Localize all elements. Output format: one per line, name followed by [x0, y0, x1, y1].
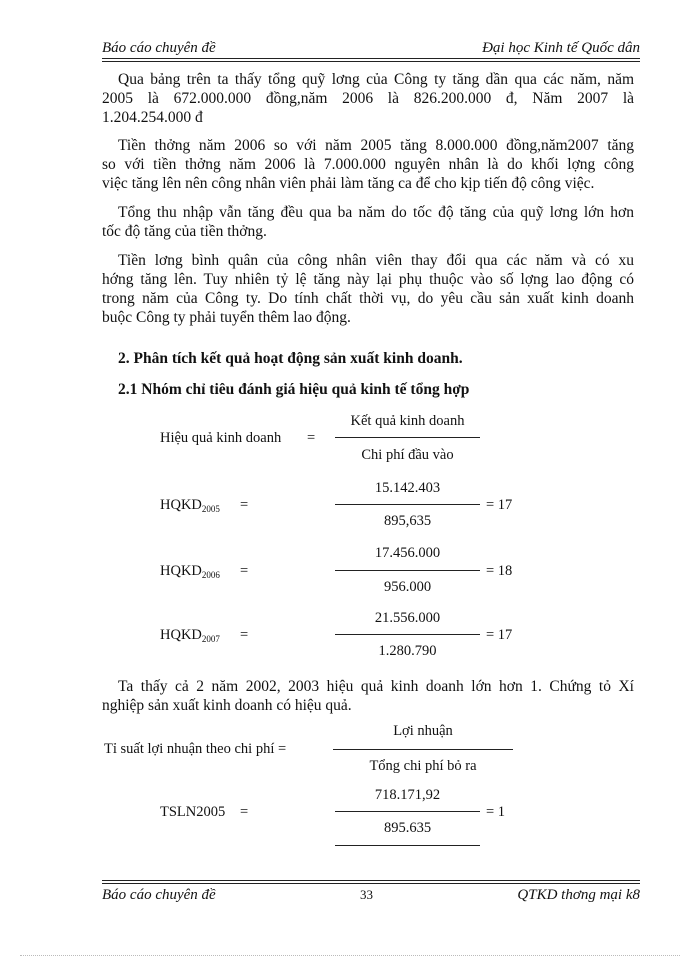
formula-denominator: 895.635: [383, 820, 432, 836]
text-line: Tiền lơng bình quân của công nhân viên thay đổi qua các năm và có xu: [118, 252, 634, 269]
fraction-bar: [333, 749, 513, 750]
text-line: so với tiền thởng năm 2006 là 7.000.000 nguyên nhân là do khối lợng công: [102, 156, 634, 173]
formula-label: [160, 627, 220, 644]
formula-subscript: 2007: [201, 634, 220, 644]
text-line: trong năm của Công ty. Do tính chất thời vụ, do yêu cầu sản xuất kinh doanh: [102, 290, 634, 307]
formula-result: = 1: [486, 804, 506, 820]
header-rule: [102, 58, 640, 59]
formula-label-text: HQKD: [160, 627, 202, 643]
section-heading-2-1: 2.1 Nhóm chỉ tiêu đánh giá hiệu quả kinh tế tổng hợp: [118, 381, 470, 398]
fraction-bar: [335, 634, 480, 635]
equals-sign: =: [240, 627, 249, 643]
formula-result: = 17: [486, 627, 513, 643]
text-line: Ta thấy cả 2 năm 2002, 2003 hiệu quả kinh doanh lớn hơn 1. Chứng tỏ Xí: [118, 678, 634, 695]
text-line: buộc Công ty phải tuyển thêm lao động.: [102, 309, 351, 326]
text-line: Qua bảng trên ta thấy tổng quỹ lơng của Công ty tăng dần qua các năm, năm: [118, 71, 634, 88]
footer-right: QTKD thơng mại k8: [517, 887, 640, 903]
text-line: Tổng thu nhập vẫn tăng đều qua ba năm do tốc độ tăng của quỹ lơng lớn hơn: [118, 204, 634, 221]
formula-subscript: 2005: [201, 504, 220, 514]
paragraph-2: [102, 136, 634, 193]
fraction-bar: [335, 437, 480, 438]
formula-denominator: Tổng chi phí bỏ ra: [369, 758, 477, 774]
header-rule-2: [102, 61, 640, 62]
text-line: Tiền thởng năm 2006 so với năm 2005 tăng 8.000.000 đồng,năm2007 tăng: [118, 137, 634, 154]
formula-label: Hiệu quả kinh doanh: [160, 430, 282, 446]
paragraph-5: [102, 677, 634, 715]
formula-numerator: 718.171,92: [374, 787, 441, 803]
fraction-bar: [335, 504, 480, 505]
fraction-bar: [335, 811, 480, 812]
formula-label-text: HQKD: [160, 497, 202, 513]
page-footer: [102, 887, 640, 907]
formula-denominator: Chi phí đầu vào: [361, 447, 454, 463]
equals-sign: =: [307, 430, 316, 446]
formula-result: = 17: [486, 497, 513, 513]
text-line: hớng tăng lên. Tuy nhiên tỷ lệ tăng này lại phụ thuộc vào số lợng lao động có: [102, 271, 634, 288]
page-header: [102, 40, 640, 60]
formula-label: TSLN2005: [160, 804, 226, 820]
formula-denominator: 1.280.790: [378, 643, 437, 659]
footer-rule-2: [102, 883, 640, 884]
formula-result: = 18: [486, 563, 513, 579]
equals-sign: =: [240, 563, 249, 579]
footer-rule: [102, 880, 640, 881]
formula-numerator: 15.142.403: [374, 480, 441, 496]
text-line: 1.204.254.000 đ: [102, 109, 203, 126]
page-number: 33: [360, 887, 373, 902]
formula-subscript: 2006: [201, 570, 220, 580]
underline-rule: [335, 845, 480, 846]
page-boundary: [20, 955, 680, 956]
formula-numerator: 21.556.000: [374, 610, 441, 626]
paragraph-4: [102, 251, 634, 327]
text-line: 2005 là 672.000.000 đồng,năm 2006 là 826.200.000 đ, Năm 2007 là: [102, 90, 634, 107]
formula-label-text: HQKD: [160, 563, 202, 579]
text-line: nghiệp sản xuất kinh doanh có hiệu quả.: [102, 697, 352, 714]
formula-denominator: 956.000: [383, 579, 432, 595]
paragraph-1: [102, 70, 634, 127]
fraction-bar: [335, 570, 480, 571]
formula-label: Tỉ suất lợi nhuận theo chi phí =: [104, 741, 287, 757]
formula-numerator: Kết quả kinh doanh: [350, 413, 465, 429]
section-heading-2: 2. Phân tích kết quả hoạt động sản xuất kinh doanh.: [118, 350, 463, 367]
text-line: việc tăng lên nên công nhân viên phải làm tăng ca để cho kịp tiến độ công việc.: [102, 175, 595, 192]
text-line: tốc độ tăng của tiền thởng.: [102, 223, 267, 240]
footer-left: Báo cáo chuyên đề: [102, 887, 216, 903]
formula-numerator: Lợi nhuận: [393, 723, 453, 739]
equals-sign: =: [240, 804, 249, 820]
formula-denominator: 895,635: [383, 513, 432, 529]
header-left: Báo cáo chuyên đề: [102, 40, 216, 56]
paragraph-3: [102, 203, 634, 241]
formula-label: [160, 563, 220, 580]
header-right: Đại học Kinh tế Quốc dân: [482, 40, 640, 56]
formula-label: [160, 497, 220, 514]
equals-sign: =: [240, 497, 249, 513]
formula-numerator: 17.456.000: [374, 545, 441, 561]
